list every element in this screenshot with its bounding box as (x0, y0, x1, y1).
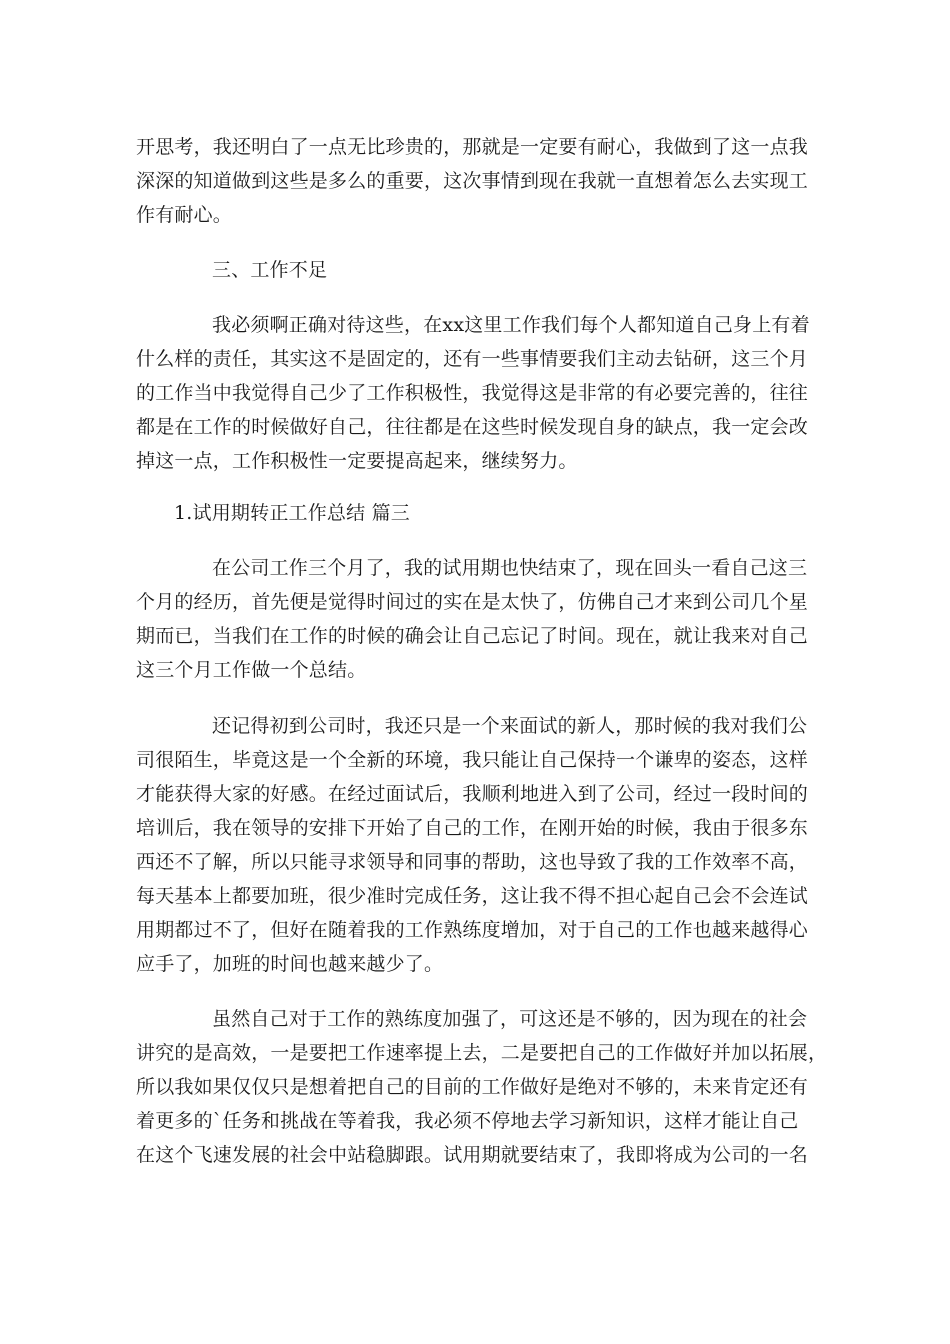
paragraph-line: 还记得初到公司时，我还只是一个来面试的新人，那时候的我对我们公 (212, 715, 808, 737)
paragraph-line: 虽然自己对于工作的熟练度加强了，可这还是不够的，因为现在的社会 (212, 1008, 808, 1030)
paragraph-line: 都是在工作的时候做好自己，往往都是在这些时候发现自身的缺点，我一定会改 (136, 416, 809, 438)
paragraph-line: 个月的经历，首先便是觉得时间过的实在是太快了，仿佛自己才来到公司几个星 (136, 591, 809, 613)
paragraph-line: 应手了，加班的时间也越来越少了。 (136, 953, 444, 975)
paragraph-line: 这三个月工作做一个总结。 (136, 659, 367, 681)
paragraph-line: 西还不了解，所以只能寻求领导和同事的帮助，这也导致了我的工作效率不高， (136, 851, 809, 873)
paragraph-line: 期而已，当我们在工作的时候的确会让自己忘记了时间。现在，就让我来对自己 (136, 625, 809, 647)
paragraph-line: 开思考，我还明白了一点无比珍贵的，那就是一定要有耐心，我做到了这一点我 (136, 136, 809, 158)
section-heading: 三、工作不足 (212, 259, 328, 281)
paragraph-line: 司很陌生，毕竟这是一个全新的环境，我只能让自己保持一个谦卑的姿态，这样 (136, 749, 809, 771)
paragraph-line: 深深的知道做到这些是多么的重要，这次事情到现在我就一直想着怎么去实现工 (136, 170, 809, 192)
paragraph-line: 讲究的是高效，一是要把工作速率提上去，二是要把自己的工作做好并加以拓展， (136, 1042, 828, 1064)
paragraph-line: 作有耐心。 (136, 204, 233, 226)
article-heading: 1.试用期转正工作总结 篇三 (174, 502, 410, 524)
paragraph-line: 着更多的`任务和挑战在等着我，我必须不停地去学习新知识，这样才能让自己 (136, 1110, 799, 1132)
paragraph-line: 用期都过不了，但好在随着我的工作熟练度增加，对于自己的工作也越来越得心 (136, 919, 809, 941)
paragraph-line: 在公司工作三个月了，我的试用期也快结束了，现在回头一看自己这三 (212, 557, 808, 579)
paragraph-line: 掉这一点，工作积极性一定要提高起来，继续努力。 (136, 450, 578, 472)
paragraph-line: 培训后，我在领导的安排下开始了自己的工作，在刚开始的时候，我由于很多东 (136, 817, 809, 839)
paragraph-line: 我必须啊正确对待这些，在xx这里工作我们每个人都知道自己身上有着 (212, 314, 810, 336)
paragraph-line: 每天基本上都要加班，很少准时完成任务，这让我不得不担心起自己会不会连试 (136, 885, 809, 907)
paragraph-line: 才能获得大家的好感。在经过面试后，我顺利地进入到了公司，经过一段时间的 (136, 783, 809, 805)
paragraph-line: 在这个飞速发展的社会中站稳脚跟。试用期就要结束了，我即将成为公司的一名 (136, 1144, 809, 1166)
paragraph-line: 的工作当中我觉得自己少了工作积极性，我觉得这是非常的有必要完善的，往往 (136, 382, 809, 404)
paragraph-line: 所以我如果仅仅只是想着把自己的目前的工作做好是绝对不够的，未来肯定还有 (136, 1076, 809, 1098)
paragraph-line: 什么样的责任，其实这不是固定的，还有一些事情要我们主动去钻研，这三个月 (136, 348, 809, 370)
